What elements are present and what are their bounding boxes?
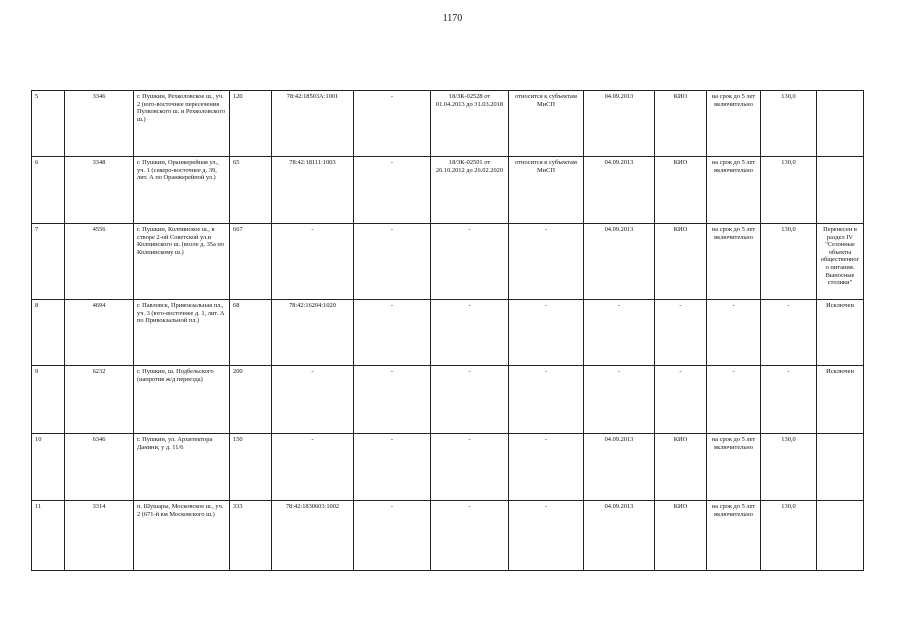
cell-object-id: 6232 [65,366,134,434]
cell-value: - [761,300,817,366]
cell-col6: - [354,366,431,434]
table-row [32,224,864,300]
cell-value: - [761,366,817,434]
cell-subject-status: - [509,224,584,300]
cell-contract: - [431,224,509,300]
cell-col6: - [354,224,431,300]
cell-date: 04.09.2013 [584,501,655,571]
cell-term: - [707,366,761,434]
cell-organization: - [655,366,707,434]
cell-note [817,91,864,157]
cell-row-number: 8 [32,300,65,366]
cell-subject-status: - [509,366,584,434]
cell-col6: - [354,434,431,501]
cell-organization: КИО [655,434,707,501]
table-row [32,366,864,434]
cell-note [817,157,864,224]
cell-object-id: 3314 [65,501,134,571]
cell-organization: КИО [655,91,707,157]
cell-address: г. Пушкин, ул. Архитектора Данини, у д. 11/6 [134,434,230,501]
registry-table [31,90,864,571]
table-row [32,91,864,157]
cell-subject-status: относится к субъектам МиСП [509,157,584,224]
cell-date: 04.09.2013 [584,91,655,157]
cell-contract: - [431,501,509,571]
cell-contract: 18/ЗК-02501 от 26.10.2012 до 26.02.2020 [431,157,509,224]
cell-note: Исключен [817,366,864,434]
cell-col6: - [354,157,431,224]
cell-note: Перенесен в раздел IV "Сезонные объекты общественного питания. Выносные столики" [817,224,864,300]
cell-organization: КИО [655,157,707,224]
cell-address: г. Пушкин, ш. Подбельского (напротив ж/д переезда) [134,366,230,434]
cell-address: г. Пушкин, Оранжерейная ул., уч. 1 (северо-восточнее д. 39, лит. А по Оранжерейной ул.) [134,157,230,224]
page-number: 1170 [442,13,463,24]
cell-object-id: 3346 [65,91,134,157]
cell-cadastral-number: - [272,434,354,501]
cell-contract: - [431,434,509,501]
cell-contract: - [431,366,509,434]
table-row [32,434,864,501]
cell-address: г. Павловск, Привокзальная пл., уч. 3 (юго-восточнее д. 1, лит. А по Привокзальной пл.) [134,300,230,366]
cell-note [817,501,864,571]
cell-area: 68 [230,300,272,366]
cell-col6: - [354,300,431,366]
cell-term: на срок до 5 лет включительно [707,501,761,571]
cell-date: 04.09.2013 [584,434,655,501]
cell-cadastral-number: - [272,366,354,434]
cell-value: 130,0 [761,224,817,300]
cell-col6: - [354,501,431,571]
cell-term: на срок до 5 лет включительно [707,434,761,501]
table-row [32,501,864,571]
cell-col6: - [354,91,431,157]
cell-organization: КИО [655,501,707,571]
cell-row-number: 6 [32,157,65,224]
cell-address: г. Пушкин, Колпинское ш., в створе 2-ой Советской ул.и Колпинского ш. (возле д. 35а по Колпинскому ш.) [134,224,230,300]
cell-term: - [707,300,761,366]
cell-term: на срок до 5 лет включительно [707,157,761,224]
table-row [32,157,864,224]
cell-subject-status: - [509,434,584,501]
cell-subject-status: - [509,300,584,366]
cell-cadastral-number: 78:42:18111:1003 [272,157,354,224]
cell-object-id: 4694 [65,300,134,366]
cell-term: на срок до 5 лет включительно [707,91,761,157]
cell-cadastral-number: 78:42:18503А:1001 [272,91,354,157]
cell-row-number: 7 [32,224,65,300]
cell-value: 130,0 [761,501,817,571]
table-row [32,300,864,366]
cell-value: 130,0 [761,434,817,501]
cell-note: Исключен [817,300,864,366]
cell-row-number: 5 [32,91,65,157]
cell-address: п. Шушары, Московское ш., уч. 2 (671-й км Московского ш.) [134,501,230,571]
cell-row-number: 11 [32,501,65,571]
cell-subject-status: - [509,501,584,571]
cell-row-number: 9 [32,366,65,434]
cell-date: - [584,300,655,366]
cell-area: 200 [230,366,272,434]
cell-address: г. Пушкин, Рехколовское ш., уч. 2 (юго-восточнее пересечения Пулковского ш. и Рехколовского ш.) [134,91,230,157]
cell-object-id: 3348 [65,157,134,224]
cell-contract: - [431,300,509,366]
cell-cadastral-number: 78:42:1830603:1002 [272,501,354,571]
cell-subject-status: относится к субъектам МиСП [509,91,584,157]
cell-object-id: 6346 [65,434,134,501]
cell-date: 04.09.2013 [584,224,655,300]
cell-note [817,434,864,501]
cell-area: 65 [230,157,272,224]
cell-area: 333 [230,501,272,571]
cell-term: на срок до 5 лет включительно [707,224,761,300]
cell-cadastral-number: - [272,224,354,300]
cell-organization: КИО [655,224,707,300]
cell-date: 04.09.2013 [584,157,655,224]
table-body [32,91,864,571]
cell-organization: - [655,300,707,366]
cell-area: 150 [230,434,272,501]
cell-contract: 18/ЗК-02528 от 01.04.2013 до 31.03.2018 [431,91,509,157]
cell-date: - [584,366,655,434]
cell-row-number: 10 [32,434,65,501]
cell-value: 130,0 [761,91,817,157]
cell-area: 667 [230,224,272,300]
cell-area: 120 [230,91,272,157]
cell-object-id: 4556 [65,224,134,300]
cell-value: 130,0 [761,157,817,224]
cell-cadastral-number: 78:42:16204:1020 [272,300,354,366]
